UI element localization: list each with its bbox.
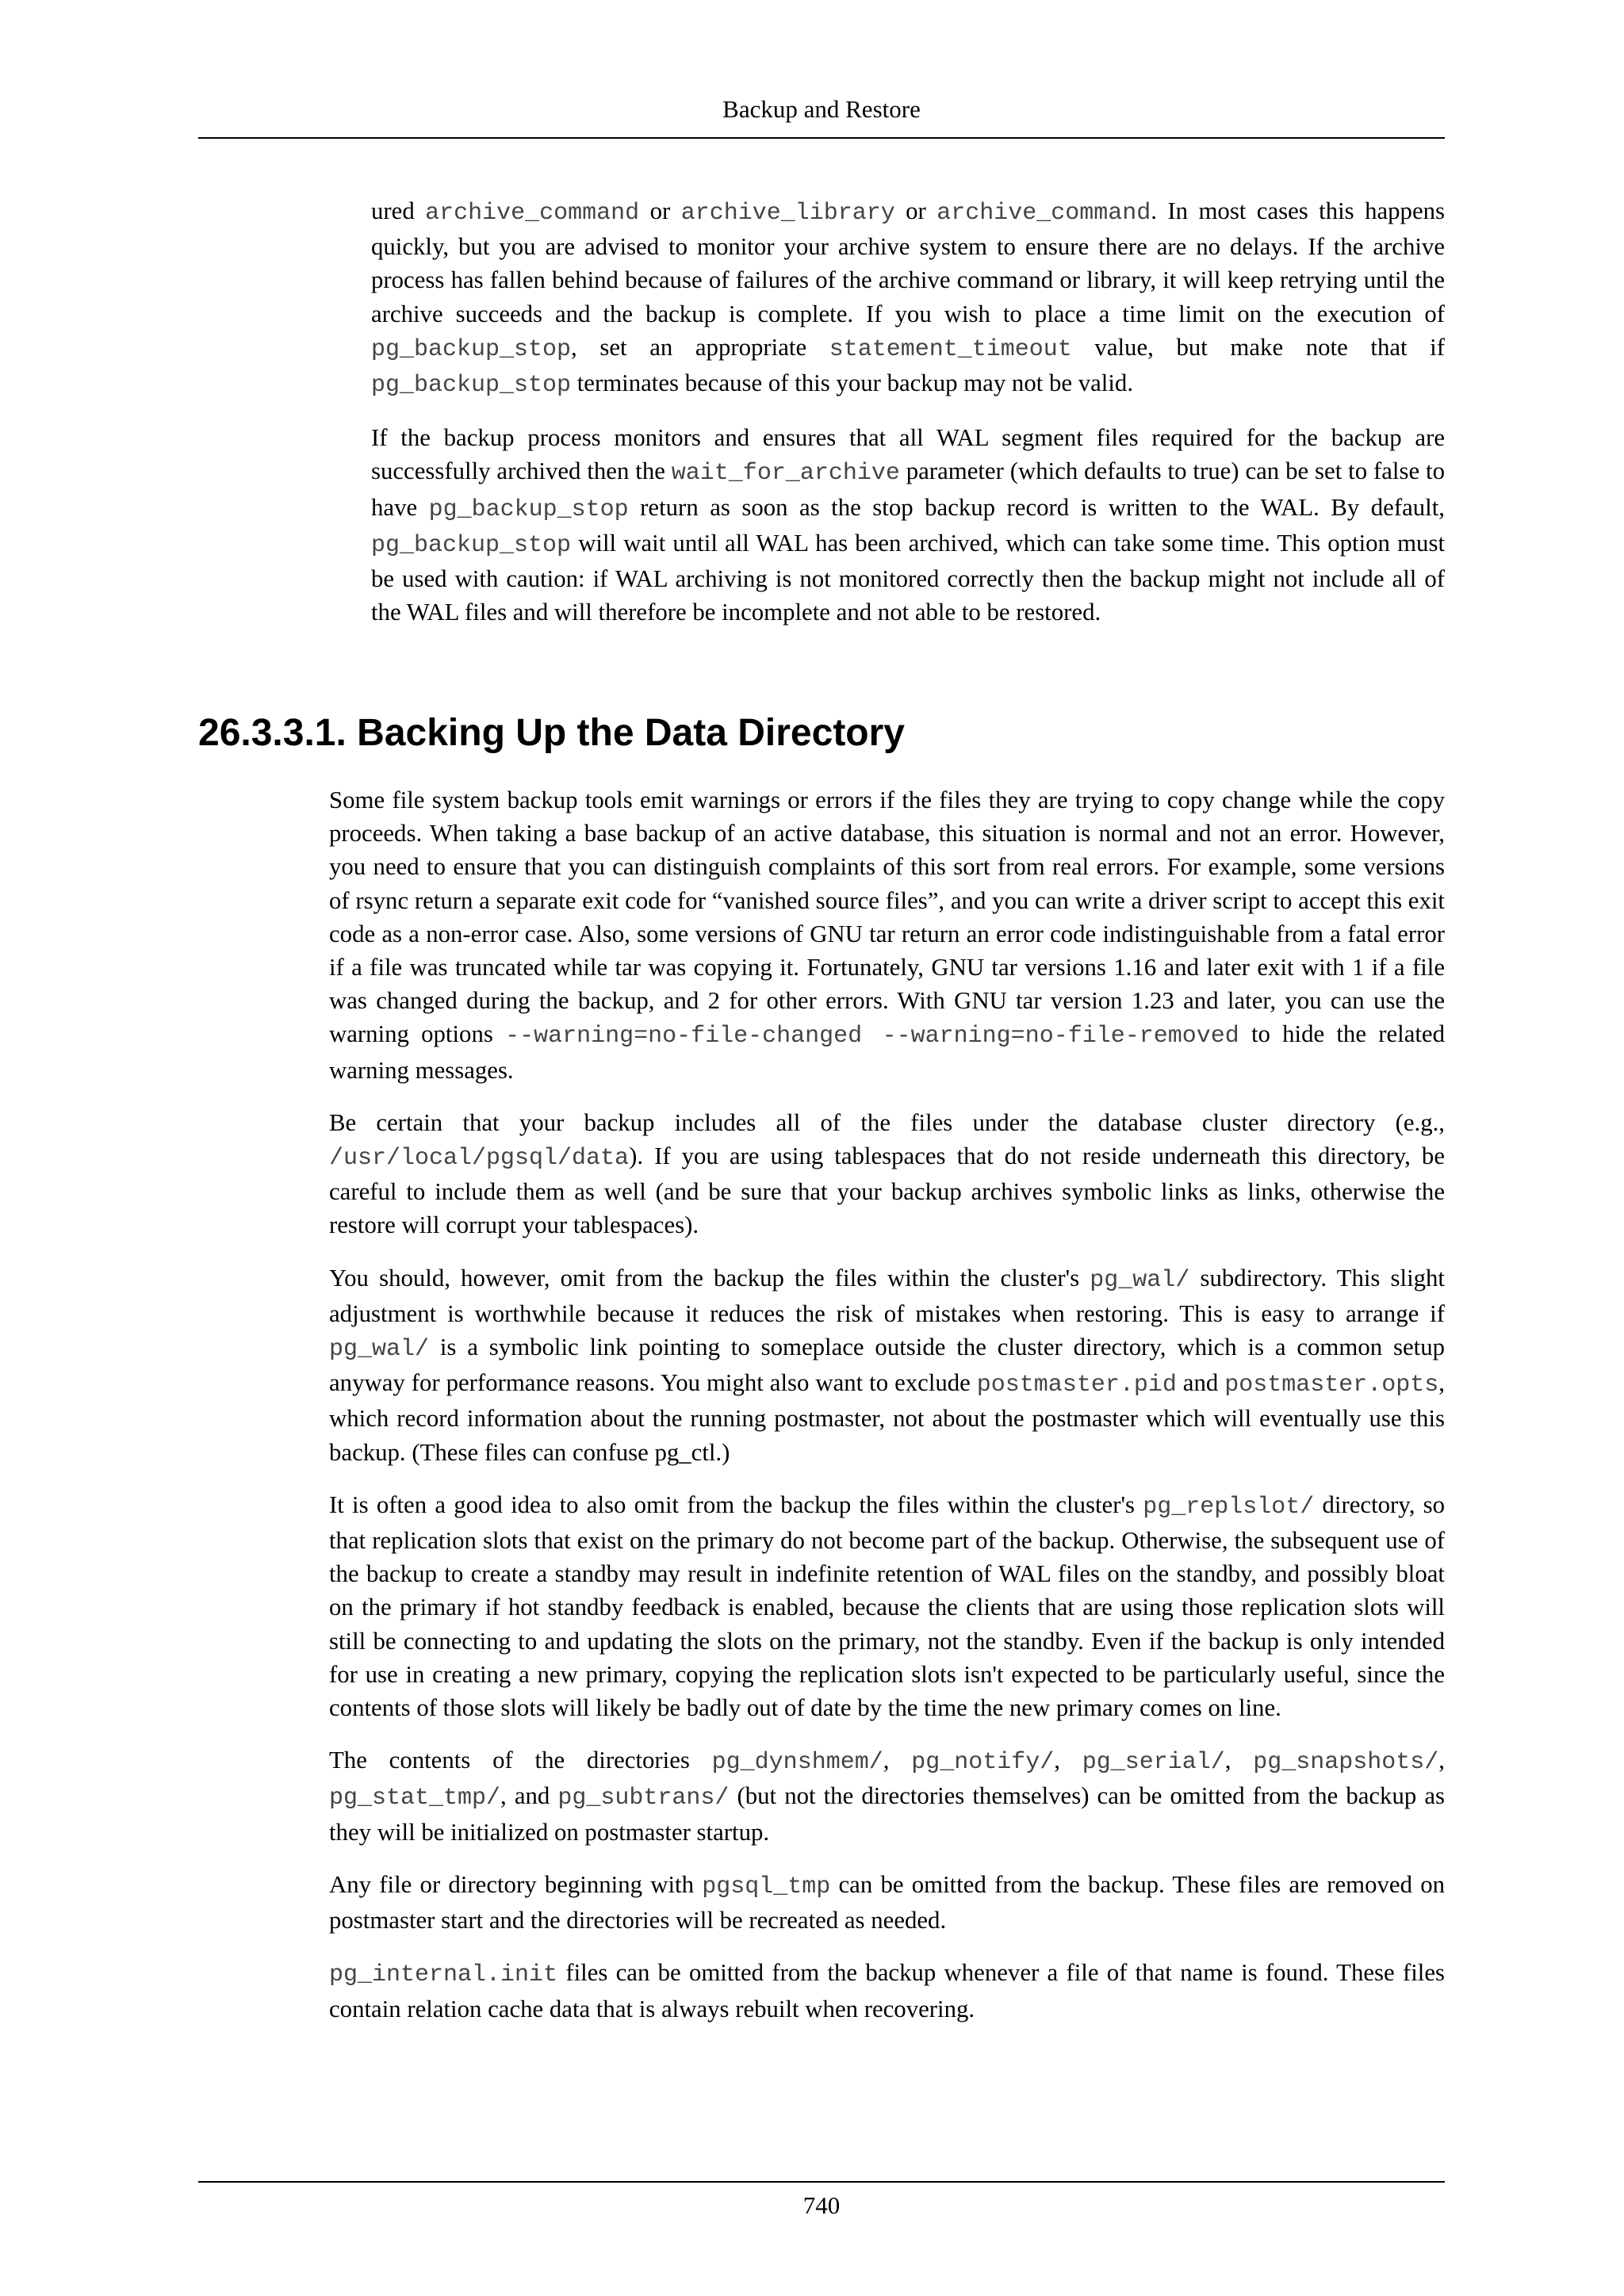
- paragraph-wait-for-archive: If the backup process monitors and ensures that all WAL segment files required for the backup are successfully archived then the wait_for_archive parameter (which defaults to true) can be set to false to have pg_backup_stop return as soon as the stop backup record is written to the WAL. By default, pg_backup_stop will wait until all WAL has been archived, which can take some time. This option must be used with caution: if WAL archiving is not monitored correctly then the backup might not include all of the WAL files and will therefore be incomplete and not able to be restored.: [371, 424, 1446, 626]
- code-pg-backup-stop: pg_backup_stop: [371, 335, 572, 363]
- code-data-directory-path: /usr/local/pgsql/data: [329, 1145, 630, 1173]
- code-wait-for-archive: wait_for_archive: [671, 460, 900, 488]
- code-pg-subtrans: pg_subtrans/: [557, 1785, 730, 1812]
- code-pg-backup-stop: pg_backup_stop: [428, 496, 629, 523]
- header-rule: [198, 137, 1445, 139]
- paragraph-omit-directories: The contents of the directories pg_dynshmem/, pg_notify/, pg_serial/, pg_snapshots/, pg_stat_tmp/, and pg_subtrans/ (but not the directories themselves) can be omitted from the backup as they will be initialized on postmaster startup.: [329, 1747, 1445, 1846]
- footer-rule: [198, 2181, 1445, 2183]
- code-pg-stat-tmp: pg_stat_tmp/: [329, 1785, 501, 1812]
- code-pg-serial: pg_serial/: [1082, 1749, 1225, 1777]
- paragraph-omit-pg-wal: You should, however, omit from the backup the files within the cluster's pg_wal/ subdirectory. This slight adjustment is worthwhile because it reduces the risk of mistakes when restoring. This is easy to arrange if pg_wal/ is a symbolic link pointing to someplace outside the cluster directory, which is a common setup anyway for performance reasons. You might also want to exclude postmaster.pid and postmaster.opts, which record information about the running postmaster, not about the postmaster which will eventually use this backup. (These files can confuse pg_ctl.): [329, 1264, 1445, 1466]
- code-pg-backup-stop: pg_backup_stop: [371, 372, 572, 400]
- code-archive-command: archive_command: [936, 200, 1151, 227]
- code-pg-dynshmem: pg_dynshmem/: [711, 1749, 883, 1777]
- section-body: [329, 783, 1445, 2045]
- code-statement-timeout: statement_timeout: [829, 335, 1072, 363]
- running-header: Backup and Restore: [722, 95, 921, 123]
- code-pg-replslot: pg_replslot/: [1143, 1493, 1315, 1521]
- code-pg-internal-init: pg_internal.init: [329, 1961, 558, 1989]
- paragraph-omit-pg-replslot: It is often a good idea to also omit from the backup the files within the cluster's pg_replslot/ directory, so that replication slots that exist on the primary do not become part of the backup. Otherwise, the subsequent use of the backup to create a standby may result in indefinite retention of WAL files on the standby, and possibly bloat on the primary if hot standby feedback is enabled, because the clients that are using those replication slots will still be connecting to and updating the slots on the primary, not the standby. Even if the backup is only intended for use in creating a new primary, copying the replication slots isn't expected to be particularly useful, since the contents of those slots will likely be badly out of date by the time the new primary comes on line.: [329, 1490, 1446, 1722]
- paragraph-pg-internal-init: pg_internal.init files can be omitted from the backup whenever a file of that name is found. These files contain relation cache data that is always rebuilt when recovering.: [329, 1959, 1445, 2022]
- paragraph-pgsql-tmp: Any file or directory beginning with pgsql_tmp can be omitted from the backup. These files are removed on postmaster start and the directories will be recreated as needed.: [329, 1870, 1445, 1934]
- section-heading: 26.3.3.1. Backing Up the Data Directory: [198, 712, 905, 754]
- code-pg-backup-stop: pg_backup_stop: [371, 531, 572, 559]
- paragraph-archive-completion: ured archive_command or archive_library or archive_command. In most cases this happens quickly, but you are advised to monitor your archive system to ensure there are no delays. If the archive process has fallen behind because of failures of the archive command or library, it will keep retrying until the archive succeeds and the backup is complete. If you wish to place a time limit on the execution of pg_backup_stop, set an appropriate statement_timeout value, but make note that if pg_backup_stop terminates because of this your backup may not be valid.: [371, 197, 1446, 400]
- code-pg-notify: pg_notify/: [911, 1749, 1055, 1777]
- code-archive-command: archive_command: [425, 200, 640, 227]
- page-number: 740: [802, 2191, 841, 2219]
- code-postmaster-pid: postmaster.pid: [976, 1372, 1177, 1399]
- paragraph-backup-tool-warnings: Some file system backup tools emit warnings or errors if the files they are trying to copy change while the copy proceeds. When taking a base backup of an active database, this situation is normal and not an error. However, you need to ensure that you can distinguish complaints of this sort from real errors. For example, some versions of rsync return a separate exit code for “vanished source files”, and you can write a driver script to accept this exit code as a non-error case. Also, some versions of GNU tar return an error code indistinguishable from a fatal error if a file was truncated while tar was copying it. Fortunately, GNU tar versions 1.16 and later exit with 1 if a file was changed during the backup, and 2 for other errors. With GNU tar version 1.23 and later, you can use the warning options --warning=no-file-changed --warning=no-file-removed to hide the related warning messages.: [329, 786, 1445, 1084]
- paragraph-cluster-directory: Be certain that your backup includes all of the files under the database cluster directory (e.g., /usr/local/pgsql/data). If you are using tablespaces that do not reside underneath this directory, be careful to include them as well (and be sure that your backup archives symbolic links as links, otherwise the restore will corrupt your tablespaces).: [329, 1108, 1445, 1239]
- code-pg-wal: pg_wal/: [329, 1336, 430, 1364]
- code-postmaster-opts: postmaster.opts: [1224, 1372, 1439, 1399]
- code-archive-library: archive_library: [680, 200, 895, 227]
- code-tar-warning-options: --warning=no-file-changed --warning=no-file-removed: [505, 1023, 1239, 1050]
- code-pgsql-tmp: pgsql_tmp: [702, 1873, 831, 1900]
- intro-text: [371, 194, 1445, 648]
- code-pg-snapshots: pg_snapshots/: [1253, 1749, 1439, 1777]
- code-pg-wal: pg_wal/: [1090, 1266, 1190, 1294]
